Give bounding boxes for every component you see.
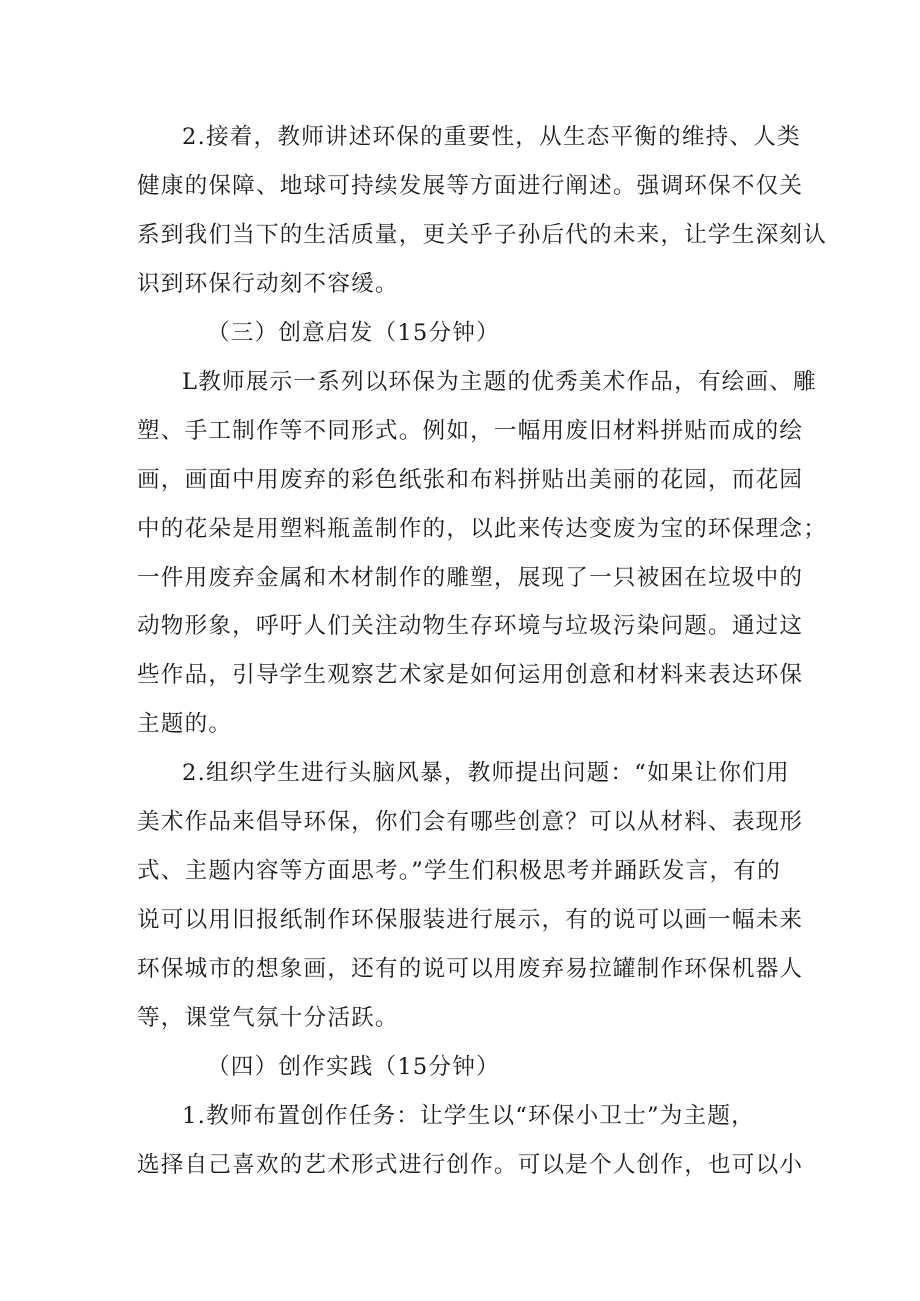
paragraph-line: 说可以用旧报纸制作环保服装进行展示，有的说可以画一幅未来 bbox=[137, 907, 804, 933]
section-heading-creative-inspiration: （三）创意启发（15分钟） bbox=[207, 320, 500, 346]
paragraph-line: 美术作品来倡导环保，你们会有哪些创意？可以从材料、表现形 bbox=[137, 809, 804, 835]
paragraph-line: 中的花朵是用塑料瓶盖制作的，以此来传达变废为宝的环保理念； bbox=[137, 516, 828, 542]
paragraph-line: 一件用废弃金属和木材制作的雕塑，展现了一只被困在垃圾中的 bbox=[137, 565, 804, 591]
paragraph-line: 画，画面中用废弃的彩色纸张和布料拼贴出美丽的花园，而花园 bbox=[137, 467, 804, 493]
paragraph-line: 2.组织学生进行头脑风暴，教师提出问题：“如果让你们用 bbox=[182, 760, 790, 786]
paragraph-line: L教师展示一系列以环保为主题的优秀美术作品，有绘画、雕 bbox=[182, 369, 817, 395]
section-heading-creative-practice: （四）创作实践（15分钟） bbox=[207, 1054, 500, 1080]
paragraph-line: 识到环保行动刻不容缓。 bbox=[137, 271, 399, 297]
paragraph-line: 健康的保障、地球可持续发展等方面进行阐述。强调环保不仅关 bbox=[137, 173, 804, 199]
paragraph-line: 1.教师布置创作任务：让学生以“环保小卫士”为主题， bbox=[182, 1103, 755, 1129]
paragraph-line: 塑、手工制作等不同形式。例如，一幅用废旧材料拼贴而成的绘 bbox=[137, 418, 804, 444]
paragraph-line: 环保城市的想象画，还有的说可以用废弃易拉罐制作环保机器人 bbox=[137, 956, 804, 982]
paragraph-line: 2.接着，教师讲述环保的重要性，从生态平衡的维持、人类 bbox=[182, 124, 801, 150]
paragraph-line: 主题的。 bbox=[137, 711, 233, 737]
paragraph-line: 等，课堂气氛十分活跃。 bbox=[137, 1005, 399, 1031]
paragraph-line: 式、主题内容等方面思考。”学生们积极思考并踊跃发言，有的 bbox=[137, 858, 781, 884]
paragraph-line: 系到我们当下的生活质量，更关乎子孙后代的未来，让学生深刻认 bbox=[137, 222, 828, 248]
paragraph-line: 选择自己喜欢的艺术形式进行创作。可以是个人创作，也可以小 bbox=[137, 1152, 804, 1178]
paragraph-line: 动物形象，呼吁人们关注动物生存环境与垃圾污染问题。通过这 bbox=[137, 613, 804, 639]
paragraph-line: 些作品，引导学生观察艺术家是如何运用创意和材料来表达环保 bbox=[137, 662, 804, 688]
